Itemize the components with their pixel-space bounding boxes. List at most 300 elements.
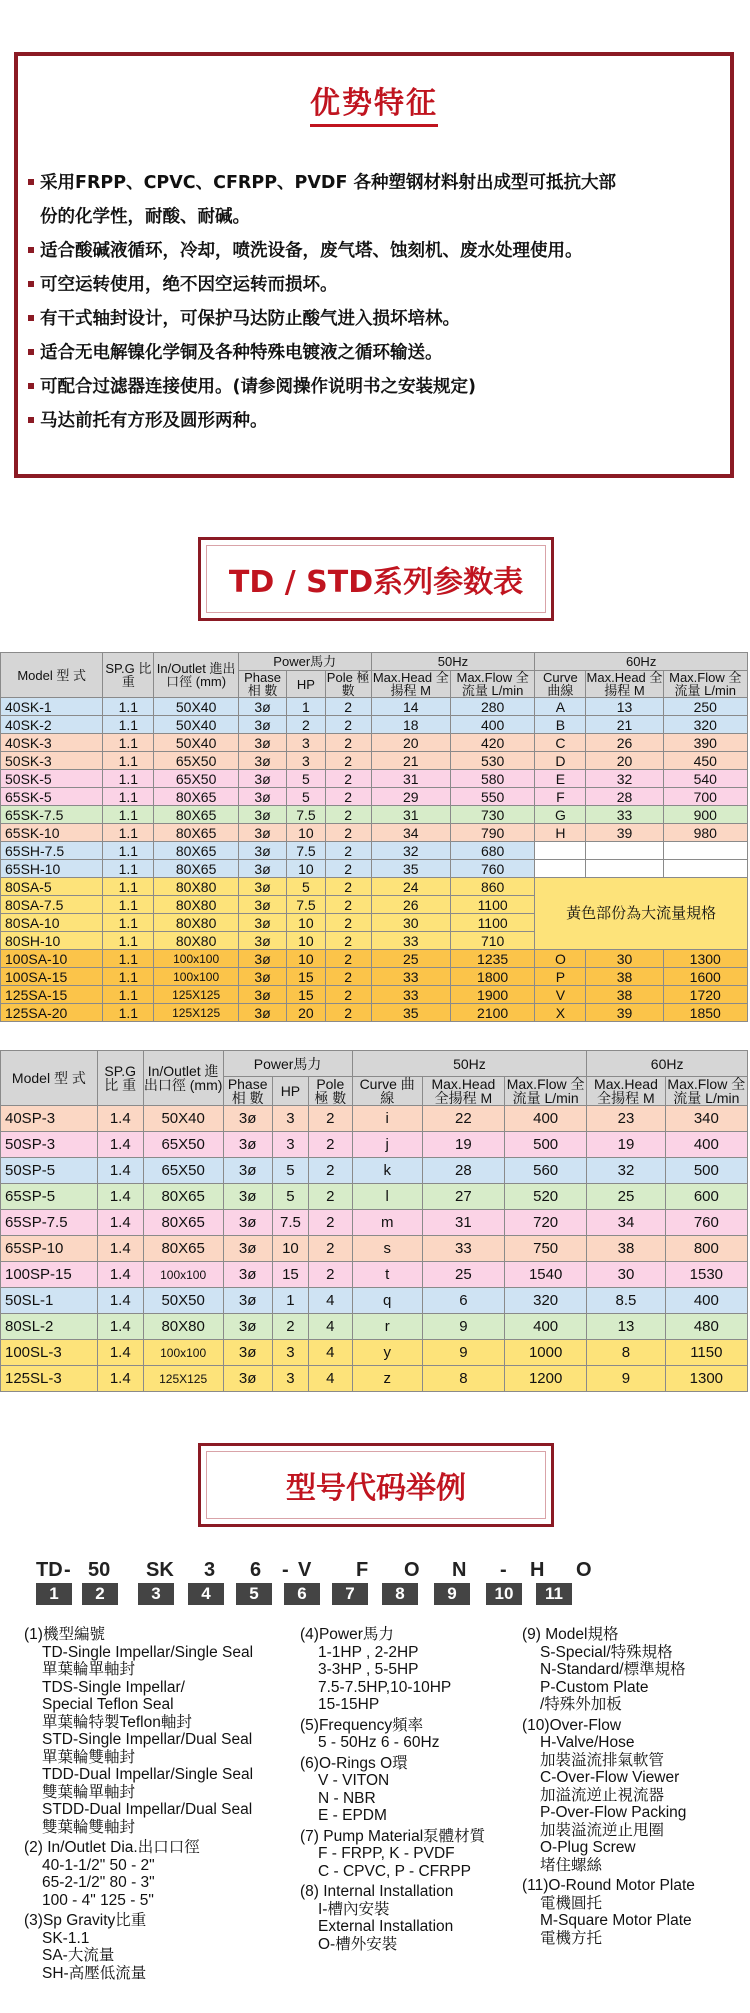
table-cell: 1235: [450, 950, 534, 968]
table-cell: 100x100: [143, 1340, 223, 1366]
code-segment: 50: [88, 1559, 111, 1581]
bullet-icon: [28, 315, 34, 321]
table-cell: 9: [587, 1366, 665, 1392]
table-cell: C: [535, 734, 586, 752]
table-cell: 26: [586, 734, 663, 752]
table-cell: 700: [663, 788, 748, 806]
table-cell: i: [352, 1106, 422, 1132]
table-cell: 125SA-15: [1, 986, 103, 1004]
table-row: [1, 1262, 748, 1288]
legend-heading: (8) Internal Installation: [300, 1883, 454, 1900]
table-cell: 50SP-5: [1, 1158, 98, 1184]
table-cell: 1150: [665, 1340, 747, 1366]
legend-line: 電機圓托: [540, 1894, 603, 1912]
table-cell: 7.5: [287, 896, 325, 914]
table-cell: 1.1: [103, 878, 154, 896]
table-row: [1, 860, 748, 878]
table-cell: 900: [663, 806, 748, 824]
code-separator: -: [500, 1559, 507, 1581]
table-cell: V: [535, 986, 586, 1004]
table-cell: 320: [505, 1288, 587, 1314]
table-cell: 1300: [663, 950, 748, 968]
code-segment: TD: [36, 1559, 63, 1581]
table-row: [1, 1158, 748, 1184]
table-cell: 1.1: [103, 716, 154, 734]
legend-heading: (6)O-Rings O環: [300, 1754, 408, 1772]
table-cell: 80SA-7.5: [1, 896, 103, 914]
table-cell: 2: [287, 716, 325, 734]
table-row: [1, 1184, 748, 1210]
table-row: [1, 752, 748, 770]
hdr2-50hz: 50Hz: [352, 1051, 587, 1077]
hdr-power: Power馬力: [238, 653, 371, 671]
table-cell: 4: [309, 1314, 353, 1340]
table-cell: 31: [371, 770, 450, 788]
legend-line: 3-3HP , 5-5HP: [318, 1661, 419, 1678]
table-cell: 50SK-5: [1, 770, 103, 788]
advantage-item: [28, 302, 728, 336]
table-cell: 3ø: [238, 842, 286, 860]
table-cell: 400: [505, 1106, 587, 1132]
table-cell: 450: [663, 752, 748, 770]
table-cell: 580: [450, 770, 534, 788]
advantage-text: 可空运转使用，绝不因空运转而损坏。: [40, 275, 338, 295]
legend-line: 加裝溢流排氣軟管: [540, 1751, 665, 1769]
table-cell: 35: [371, 860, 450, 878]
legend-line: 5 - 50Hz 6 - 60Hz: [318, 1734, 440, 1751]
table-cell: 1.1: [103, 698, 154, 716]
table-cell: 1100: [450, 896, 534, 914]
table-cell: 1.4: [97, 1366, 143, 1392]
legend-line: SK-1.1: [42, 1929, 90, 1947]
table-cell: 2: [325, 842, 371, 860]
table-cell: 21: [586, 716, 663, 734]
legend-line: N-Standard/標準規格: [540, 1661, 686, 1678]
table-row: [1, 968, 748, 986]
legend-line: H-Valve/Hose: [540, 1734, 635, 1751]
legend-block: [522, 1717, 750, 1875]
table-cell: 3ø: [238, 824, 286, 842]
table-row: [1, 1106, 748, 1132]
advantage-item: [28, 234, 728, 268]
table-cell: 500: [505, 1132, 587, 1158]
legend-line: 雙葉輪單軸封: [42, 1783, 136, 1801]
table-cell: 1.4: [97, 1210, 143, 1236]
hdr-inout: In/Outlet 進出口徑 (mm): [154, 653, 238, 698]
hdr-pole: Pole 極 數: [326, 670, 370, 698]
advantage-item: [28, 336, 728, 370]
table-cell: 4: [309, 1340, 353, 1366]
table-cell: 1900: [450, 986, 534, 1004]
table-cell: [535, 842, 586, 860]
legend-block: [24, 1839, 309, 1909]
table-cell: F: [535, 788, 586, 806]
table-cell: 25: [371, 950, 450, 968]
code-segment: O: [576, 1559, 592, 1581]
table-cell: k: [352, 1158, 422, 1184]
table-cell: 2: [325, 824, 371, 842]
table-row: [1, 950, 748, 968]
legend-block: [522, 1877, 750, 1947]
table-cell: 4: [309, 1288, 353, 1314]
hdr-maxflow-50: Max.Flow 全流量 L/min: [450, 671, 534, 698]
table-cell: 5: [287, 878, 325, 896]
table-cell: t: [352, 1262, 422, 1288]
table-cell: 65SH-7.5: [1, 842, 103, 860]
table-cell: 980: [663, 824, 748, 842]
bullet-icon: [28, 281, 34, 287]
table-cell: m: [352, 1210, 422, 1236]
table-cell: 3ø: [223, 1262, 272, 1288]
table-cell: 2: [325, 1004, 371, 1022]
hdr-model: Model 型 式: [1, 653, 103, 698]
legend-line: V - VITON: [318, 1772, 390, 1789]
table-cell: 3ø: [238, 932, 286, 950]
table-cell: 5: [272, 1184, 308, 1210]
table-cell: 1: [287, 698, 325, 716]
table-cell: 2: [325, 770, 371, 788]
table-row: [1, 1210, 748, 1236]
table-cell: 480: [665, 1314, 747, 1340]
table-cell: 3ø: [238, 914, 286, 932]
table-cell: 3ø: [223, 1366, 272, 1392]
code-segment: 3: [204, 1559, 216, 1581]
legend-heading: (11)O-Round Motor Plate: [522, 1877, 695, 1894]
legend-line: 雙葉輪雙軸封: [42, 1818, 136, 1836]
code-index-badge: 1: [36, 1583, 72, 1605]
table-row: [1, 1314, 748, 1340]
table-cell: 33: [371, 968, 450, 986]
table-row: [1, 770, 748, 788]
table-cell: 80X65: [154, 824, 238, 842]
table-cell: 39: [586, 1004, 663, 1022]
table-cell: 40SK-1: [1, 698, 103, 716]
table-cell: 3ø: [223, 1340, 272, 1366]
table-cell: 21: [371, 752, 450, 770]
table-cell: 50X40: [154, 734, 238, 752]
legend-heading: (5)Frequency頻率: [300, 1716, 424, 1734]
advantages-box: [14, 52, 734, 478]
table-cell: 400: [665, 1288, 747, 1314]
table-cell: 3ø: [238, 950, 286, 968]
table-cell: 31: [422, 1210, 504, 1236]
table-cell: 65SK-10: [1, 824, 103, 842]
advantage-text: 有干式轴封设计，可保护马达防止酸气进入损坏培林。: [40, 309, 460, 329]
table-row: [1, 1004, 748, 1022]
legend-line: /特殊外加板: [540, 1696, 622, 1713]
table-cell: 80X65: [154, 842, 238, 860]
table-cell: 80X65: [154, 788, 238, 806]
code-segment: H: [530, 1559, 545, 1581]
legend-line: S-Special/特殊規格: [540, 1643, 673, 1661]
legend-column-1: [24, 1626, 309, 1985]
legend-line: O-Plug Screw: [540, 1839, 636, 1856]
table-cell: 19: [587, 1132, 665, 1158]
hdr-50hz: 50Hz: [371, 653, 535, 671]
legend-column-3: [522, 1626, 750, 1950]
table-cell: 1.4: [97, 1314, 143, 1340]
table-cell: 2: [325, 698, 371, 716]
table-cell: [535, 860, 586, 878]
table-cell: 3: [272, 1132, 308, 1158]
table-cell: 2: [325, 950, 371, 968]
table-cell: 80X80: [143, 1314, 223, 1340]
legend-heading: (3)Sp Gravity比重: [24, 1912, 147, 1929]
table-cell: 1.1: [103, 752, 154, 770]
table-cell: 3ø: [238, 788, 286, 806]
table-cell: 100x100: [154, 968, 238, 986]
advantages-list: [28, 166, 728, 438]
code-index-badge: 7: [332, 1583, 368, 1605]
legend-line: F - FRPP, K - PVDF: [318, 1845, 455, 1862]
table-cell: 320: [663, 716, 748, 734]
table-cell: 1.1: [103, 806, 154, 824]
table-cell: 10: [287, 824, 325, 842]
table-row: [1, 878, 748, 896]
table-cell: 29: [371, 788, 450, 806]
hdr-hp: HP: [287, 671, 325, 698]
hdr2-hp: HP: [272, 1077, 308, 1106]
legend-line: 7.5-7.5HP,10-10HP: [318, 1678, 452, 1696]
table-cell: 3ø: [238, 734, 286, 752]
table-cell: 3ø: [238, 878, 286, 896]
table-cell: 33: [371, 932, 450, 950]
table-cell: 27: [422, 1184, 504, 1210]
legend-line: TDD-Dual Impellar/Single Seal: [42, 1766, 254, 1783]
advantage-text: 份的化学性，耐酸、耐碱。: [40, 207, 250, 227]
table-cell: 1.4: [97, 1340, 143, 1366]
table-cell: 7.5: [272, 1210, 308, 1236]
table-cell: 40SP-3: [1, 1106, 98, 1132]
hdr2-power: Power馬力: [223, 1051, 352, 1077]
table-cell: B: [535, 716, 586, 734]
table-cell: 800: [665, 1236, 747, 1262]
table-cell: 1000: [505, 1340, 587, 1366]
code-segment: F: [356, 1559, 369, 1581]
legend-block: [300, 1828, 530, 1881]
table-cell: 1.1: [103, 824, 154, 842]
table-cell: 1.4: [97, 1236, 143, 1262]
table-cell: 5: [272, 1158, 308, 1184]
table-cell: 3ø: [238, 752, 286, 770]
table-cell: 38: [586, 968, 663, 986]
table-cell: z: [352, 1366, 422, 1392]
legend-line: STD-Single Impellar/Dual Seal: [42, 1731, 253, 1748]
hdr2-inout: In/Outlet 進出口徑 (mm): [143, 1051, 223, 1106]
table-cell: 1.4: [97, 1184, 143, 1210]
hdr-curve: Curve 曲線: [535, 671, 586, 698]
table-cell: 1850: [663, 1004, 748, 1022]
table-cell: 1800: [450, 968, 534, 986]
table-cell: 1300: [665, 1366, 747, 1392]
table-cell: 760: [665, 1210, 747, 1236]
table-cell: 340: [665, 1106, 747, 1132]
table-cell: 1530: [665, 1262, 747, 1288]
code-segment: N: [452, 1559, 467, 1581]
advantage-item: [28, 268, 728, 302]
legend-heading: (1)機型編號: [24, 1626, 105, 1643]
table-cell: 100SL-3: [1, 1340, 98, 1366]
table-cell: G: [535, 806, 586, 824]
table-cell: 1.1: [103, 932, 154, 950]
table-row: [1, 716, 748, 734]
legend-line: I-槽內安裝: [318, 1900, 390, 1918]
table-cell: 1200: [505, 1366, 587, 1392]
legend-line: 堵住螺絲: [540, 1856, 603, 1874]
table-cell: 720: [505, 1210, 587, 1236]
legend-block: [300, 1717, 530, 1752]
table-cell: 1.1: [103, 896, 154, 914]
spec-table-sk-sa: [0, 652, 748, 1022]
table-cell: 38: [587, 1236, 665, 1262]
legend-line: C-Over-Flow Viewer: [540, 1769, 680, 1786]
table-cell: 2: [325, 806, 371, 824]
table-cell: l: [352, 1184, 422, 1210]
advantage-text: 适合无电解镍化学铜及各种特殊电镀液之循环输送。: [40, 343, 443, 363]
legend-line: SA-大流量: [42, 1947, 115, 1964]
table-cell: 280: [450, 698, 534, 716]
table-cell: 1.4: [97, 1106, 143, 1132]
table-cell: 3ø: [238, 698, 286, 716]
table-cell: 80X80: [154, 932, 238, 950]
table-cell: 125X125: [154, 1004, 238, 1022]
table-cell: 80X65: [154, 806, 238, 824]
table-cell: 2: [325, 860, 371, 878]
advantage-item: [28, 166, 728, 200]
legend-block: [522, 1626, 750, 1714]
model-code-example: [36, 1559, 726, 1609]
table-cell: 30: [586, 950, 663, 968]
table-cell: 100SA-10: [1, 950, 103, 968]
table-cell: 125X125: [143, 1366, 223, 1392]
table-cell: 50X40: [143, 1106, 223, 1132]
hdr2-maxflow-50: Max.Flow 全流量 L/min: [505, 1077, 587, 1106]
code-separator: -: [64, 1559, 71, 1581]
bullet-icon: [28, 247, 34, 253]
table-cell: 13: [587, 1314, 665, 1340]
table-cell: 420: [450, 734, 534, 752]
table-cell: 13: [586, 698, 663, 716]
table-cell: 65X50: [143, 1132, 223, 1158]
table-cell: 3ø: [238, 1004, 286, 1022]
table-cell: 1.1: [103, 860, 154, 878]
table-cell: 80SH-10: [1, 932, 103, 950]
table-cell: 520: [505, 1184, 587, 1210]
table-cell: 65X50: [154, 752, 238, 770]
advantage-item: [28, 404, 728, 438]
legend-line: 單葉輪雙軸封: [42, 1748, 136, 1766]
table-cell: 80X65: [143, 1236, 223, 1262]
table-cell: [663, 842, 748, 860]
table-cell: y: [352, 1340, 422, 1366]
table-cell: 35: [371, 1004, 450, 1022]
table-cell: 50SP-3: [1, 1132, 98, 1158]
hdr-maxhead-60: Max.Head 全揚程 M: [586, 670, 663, 698]
legend-line: P-Custom Plate: [540, 1678, 649, 1696]
table-cell: 26: [371, 896, 450, 914]
code-index-badge: 3: [138, 1583, 174, 1605]
table-cell: 3ø: [223, 1288, 272, 1314]
table-cell: 32: [371, 842, 450, 860]
table-cell: 1600: [663, 968, 748, 986]
table-cell: 680: [450, 842, 534, 860]
legend-line: O-槽外安裝: [318, 1935, 398, 1953]
table-cell: 400: [450, 716, 534, 734]
hdr2-curve: Curve 曲線: [352, 1077, 422, 1106]
legend-line: 65-2-1/2" 80 - 3": [42, 1874, 155, 1891]
table-cell: 28: [586, 788, 663, 806]
table-cell: 80X65: [143, 1184, 223, 1210]
table-row: [1, 824, 748, 842]
table-cell: 65SH-10: [1, 860, 103, 878]
table-cell: 20: [287, 1004, 325, 1022]
table-cell: 24: [371, 878, 450, 896]
legend-line: 1-1HP , 2-2HP: [318, 1643, 419, 1661]
table-cell: 3ø: [238, 770, 286, 788]
legend-line: 加裝溢流逆止甩圈: [540, 1821, 665, 1839]
table-cell: 3ø: [238, 968, 286, 986]
table-cell: 65SK-7.5: [1, 806, 103, 824]
code-index-badge: 9: [434, 1583, 470, 1605]
legend-line: STDD-Dual Impellar/Dual Seal: [42, 1801, 253, 1818]
advantage-text: 可配合过滤器连接使用。(请参阅操作说明书之安装规定): [40, 377, 476, 397]
table-cell: 15: [287, 986, 325, 1004]
table-cell: 2: [325, 752, 371, 770]
table-cell: [586, 842, 663, 860]
table-cell: 80X80: [154, 896, 238, 914]
table-cell: 710: [450, 932, 534, 950]
table-cell: 7.5: [287, 806, 325, 824]
table-cell: 23: [587, 1106, 665, 1132]
table-cell: 1.1: [103, 914, 154, 932]
table-cell: 65X50: [143, 1158, 223, 1184]
table-cell: 2: [309, 1262, 353, 1288]
hdr2-maxhead-50: Max.Head 全揚程 M: [422, 1077, 504, 1106]
table-cell: 65SP-5: [1, 1184, 98, 1210]
table-cell: 100x100: [143, 1262, 223, 1288]
hdr-60hz: 60Hz: [535, 653, 748, 671]
param-table-title: TD / STD系列参数表: [198, 537, 554, 621]
legend-heading: (2) In/Outlet Dia.出口口徑: [24, 1839, 200, 1856]
legend-heading: (9) Model規格: [522, 1626, 619, 1643]
table-cell: 40SK-2: [1, 716, 103, 734]
table-cell: 2: [309, 1210, 353, 1236]
table-cell: 1.1: [103, 770, 154, 788]
table-cell: 1.4: [97, 1132, 143, 1158]
table-cell: 80X80: [154, 878, 238, 896]
legend-block: [300, 1626, 530, 1714]
table-cell: 750: [505, 1236, 587, 1262]
table-cell: 2: [272, 1314, 308, 1340]
table-cell: 19: [422, 1132, 504, 1158]
legend-line: Special Teflon Seal: [42, 1696, 174, 1713]
table-cell: 9: [422, 1314, 504, 1340]
table-cell: 80X80: [154, 914, 238, 932]
table-cell: 10: [287, 914, 325, 932]
table-cell: 4: [309, 1366, 353, 1392]
table-cell: 1.4: [97, 1288, 143, 1314]
table-row: [1, 788, 748, 806]
table-cell: 3: [272, 1106, 308, 1132]
legend-block: [24, 1912, 309, 1982]
table-cell: 65SP-7.5: [1, 1210, 98, 1236]
table-cell: 2: [309, 1132, 353, 1158]
table-cell: 3: [287, 752, 325, 770]
table-cell: 3: [272, 1340, 308, 1366]
legend-heading: (10)Over-Flow: [522, 1716, 622, 1734]
table-cell: 3ø: [223, 1314, 272, 1340]
table-cell: 400: [505, 1314, 587, 1340]
